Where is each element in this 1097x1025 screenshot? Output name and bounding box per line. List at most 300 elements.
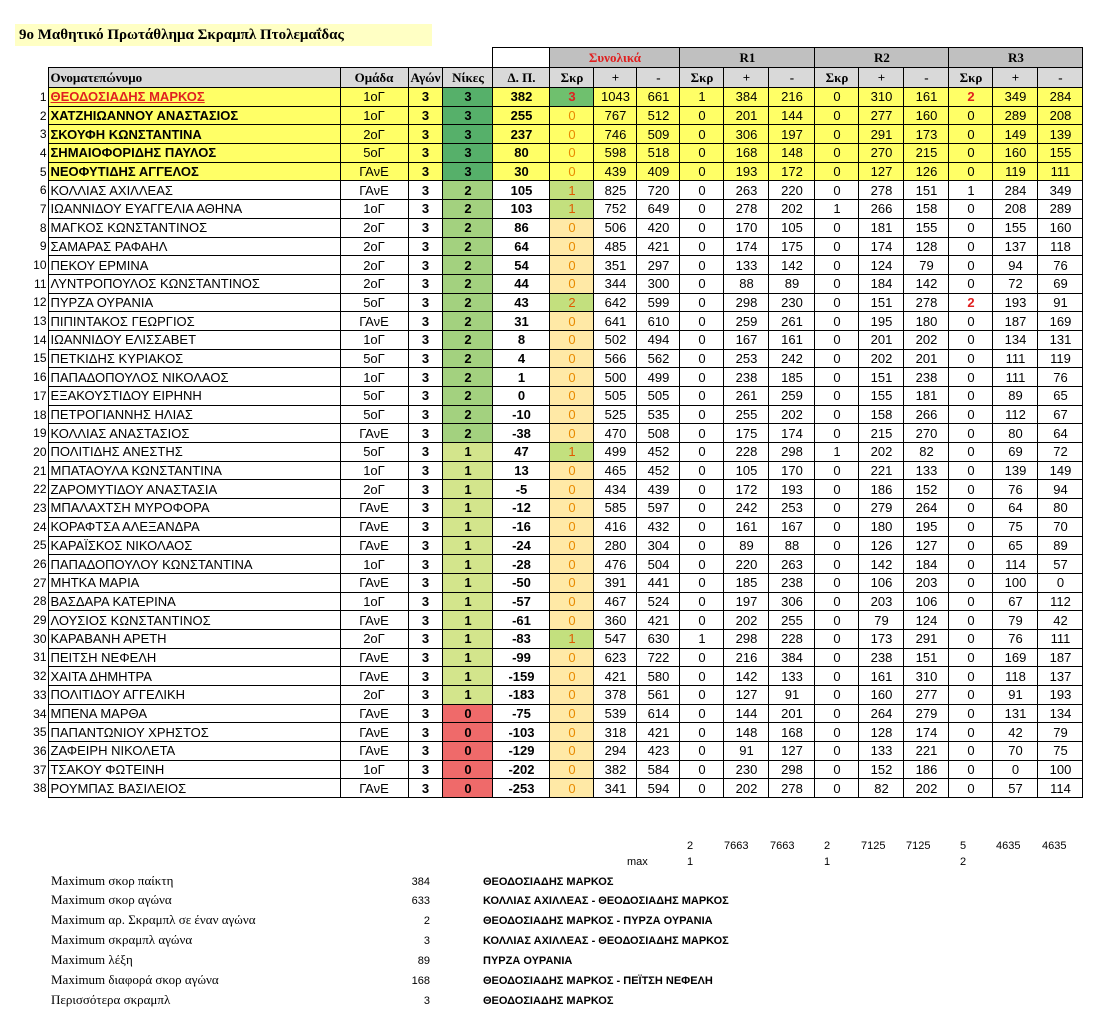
r1-plus-cell: 298 (724, 629, 769, 648)
r1-minus-cell: 202 (769, 405, 815, 424)
r3-plus-cell: 57 (993, 779, 1038, 798)
stat-label: Maximum λέξη (51, 952, 133, 967)
round-2-header: R2 (815, 48, 949, 68)
diff-cell: -129 (493, 742, 550, 761)
diff-cell: -75 (493, 704, 550, 723)
total-plus-cell: 341 (594, 779, 637, 798)
r2-scrabble-cell: 0 (815, 686, 859, 705)
total-plus-cell: 318 (594, 723, 637, 742)
r1-minus-cell: 133 (769, 667, 815, 686)
total-minus-cell: 508 (637, 424, 680, 443)
wins-cell: 2 (443, 256, 493, 275)
r1-plus-cell: 174 (724, 237, 769, 256)
diff-cell: -10 (493, 405, 550, 424)
games-cell: 3 (408, 387, 443, 406)
r2-total-scrabble: 2 (824, 840, 831, 852)
player-name: ΝΕΟΦΥΤΙΔΗΣ ΑΓΓΕΛΟΣ (48, 162, 340, 181)
stat-value: 384 (411, 876, 430, 888)
r2-minus-cell: 155 (904, 218, 949, 237)
r2-scrabble-cell: 1 (815, 443, 859, 462)
r1-minus-cell: 259 (769, 387, 815, 406)
table-row (15, 742, 1083, 761)
wins-cell: 1 (443, 461, 493, 480)
total-minus-cell: 614 (637, 704, 680, 723)
table-row (15, 592, 1083, 611)
total-minus-cell: 597 (637, 499, 680, 518)
r3-minus-cell: 79 (1038, 723, 1083, 742)
r1-scrabble-cell: 0 (680, 686, 724, 705)
r1-plus-cell: 91 (724, 742, 769, 761)
r1-scrabble-cell: 0 (680, 443, 724, 462)
r2-minus-cell: 106 (904, 592, 949, 611)
r3-scrabble-cell: 0 (949, 443, 993, 462)
r3-minus-cell: 137 (1038, 667, 1083, 686)
table-row (15, 312, 1083, 331)
games-cell: 3 (408, 723, 443, 742)
wins-cell: 1 (443, 499, 493, 518)
r1-scrabble-cell: 0 (680, 293, 724, 312)
team-cell: 1οΓ (340, 555, 408, 574)
rank-number: 9 (15, 237, 48, 256)
total-plus-cell: 642 (594, 293, 637, 312)
r3-scrabble-cell: 0 (949, 723, 993, 742)
r2-total-minus: 7125 (906, 840, 931, 852)
player-name: ΣΑΜΑΡΑΣ ΡΑΦΑΗΛ (48, 237, 340, 256)
r3-minus-cell: 187 (1038, 648, 1083, 667)
r1-minus-cell: 170 (769, 461, 815, 480)
r1-minus-cell: 242 (769, 349, 815, 368)
r1-plus-cell: 278 (724, 200, 769, 219)
round-1-header: R1 (680, 48, 815, 68)
r2-scrabble-header: Σκρ (815, 68, 859, 88)
games-cell: 3 (408, 312, 443, 331)
r1-minus-cell: 175 (769, 237, 815, 256)
table-row (15, 611, 1083, 630)
r3-scrabble-cell: 0 (949, 629, 993, 648)
r2-scrabble-cell: 0 (815, 779, 859, 798)
total-plus-cell: 439 (594, 162, 637, 181)
player-name: ΚΟΛΛΙΑΣ ΑΝΑΣΤΑΣΙΟΣ (48, 424, 340, 443)
wins-cell: 1 (443, 667, 493, 686)
rank-number: 4 (15, 144, 48, 163)
total-minus-cell: 420 (637, 218, 680, 237)
r3-minus-header: - (1038, 68, 1083, 88)
games-cell: 3 (408, 704, 443, 723)
r1-plus-cell: 259 (724, 312, 769, 331)
total-plus-cell: 641 (594, 312, 637, 331)
team-cell: 2οΓ (340, 256, 408, 275)
games-cell: 3 (408, 200, 443, 219)
table-row (15, 443, 1083, 462)
r3-scrabble-cell: 0 (949, 218, 993, 237)
rank-number: 17 (15, 387, 48, 406)
r2-plus-cell: 277 (859, 106, 904, 125)
total-plus-cell: 500 (594, 368, 637, 387)
r2-scrabble-cell: 0 (815, 555, 859, 574)
r3-scrabble-cell: 0 (949, 144, 993, 163)
r2-plus-cell: 181 (859, 218, 904, 237)
r2-plus-cell: 186 (859, 480, 904, 499)
total-scrabble-header: Σκρ (550, 68, 594, 88)
r2-minus-cell: 180 (904, 312, 949, 331)
r2-plus-cell: 127 (859, 162, 904, 181)
player-name: ΠΕΙΤΣΗ ΝΕΦΕΛΗ (48, 648, 340, 667)
player-name: ΣΚΟΥΦΗ ΚΩΝΣΤΑΝΤΙΝΑ (48, 125, 340, 144)
r1-plus-cell: 148 (724, 723, 769, 742)
r1-scrabble-cell: 0 (680, 274, 724, 293)
diff-cell: -50 (493, 573, 550, 592)
games-cell: 3 (408, 499, 443, 518)
r3-minus-cell: 57 (1038, 555, 1083, 574)
table-row (15, 293, 1083, 312)
r3-scrabble-cell: 0 (949, 686, 993, 705)
r3-scrabble-cell: 1 (949, 181, 993, 200)
team-cell: 5οΓ (340, 443, 408, 462)
team-cell: 1οΓ (340, 368, 408, 387)
r2-scrabble-cell: 0 (815, 88, 859, 107)
r3-max-scrabble: 2 (960, 856, 967, 868)
rank-number: 12 (15, 293, 48, 312)
total-scrabble-cell: 0 (550, 536, 594, 555)
r2-minus-cell: 82 (904, 443, 949, 462)
r2-scrabble-cell: 0 (815, 218, 859, 237)
r3-plus-cell: 100 (993, 573, 1038, 592)
team-cell: ΓΑνΕ (340, 499, 408, 518)
total-minus-cell: 421 (637, 723, 680, 742)
r1-plus-header: + (724, 68, 769, 88)
r2-minus-cell: 184 (904, 555, 949, 574)
r1-scrabble-cell: 1 (680, 629, 724, 648)
total-minus-cell: 610 (637, 312, 680, 331)
wins-cell: 2 (443, 330, 493, 349)
diff-cell: 43 (493, 293, 550, 312)
total-scrabble-cell: 3 (550, 88, 594, 107)
r2-plus-cell: 133 (859, 742, 904, 761)
diff-cell: 64 (493, 237, 550, 256)
r1-minus-cell: 197 (769, 125, 815, 144)
rank-number: 11 (15, 274, 48, 293)
r1-plus-cell: 238 (724, 368, 769, 387)
r1-plus-cell: 197 (724, 592, 769, 611)
games-cell: 3 (408, 218, 443, 237)
r1-minus-cell: 88 (769, 536, 815, 555)
r2-minus-cell: 160 (904, 106, 949, 125)
r3-minus-cell: 91 (1038, 293, 1083, 312)
total-plus-cell: 825 (594, 181, 637, 200)
player-name: ΜΗΤΚΑ ΜΑΡΙΑ (48, 573, 340, 592)
max-label: max (627, 856, 648, 868)
player-name: ΠΟΛΙΤΙΔΗΣ ΑΝΕΣΤΗΣ (48, 443, 340, 462)
stat-value: 89 (417, 955, 430, 967)
r1-scrabble-cell: 0 (680, 218, 724, 237)
r1-plus-cell: 228 (724, 443, 769, 462)
r3-minus-cell: 65 (1038, 387, 1083, 406)
total-scrabble-cell: 1 (550, 629, 594, 648)
r2-scrabble-cell: 0 (815, 144, 859, 163)
team-cell: ΓΑνΕ (340, 667, 408, 686)
r2-plus-cell: 152 (859, 760, 904, 779)
total-scrabble-cell: 1 (550, 200, 594, 219)
team-cell: 2οΓ (340, 218, 408, 237)
rank-number: 34 (15, 704, 48, 723)
r2-minus-cell: 277 (904, 686, 949, 705)
table-row (15, 218, 1083, 237)
r2-scrabble-cell: 0 (815, 274, 859, 293)
r1-total-scrabble: 2 (687, 840, 694, 852)
wins-cell: 2 (443, 237, 493, 256)
diff-cell: 103 (493, 200, 550, 219)
total-scrabble-cell: 0 (550, 125, 594, 144)
total-minus-cell: 630 (637, 629, 680, 648)
r1-minus-cell: 216 (769, 88, 815, 107)
table-row (15, 517, 1083, 536)
total-scrabble-cell: 0 (550, 760, 594, 779)
r1-plus-cell: 230 (724, 760, 769, 779)
team-cell: ΓΑνΕ (340, 723, 408, 742)
total-minus-cell: 297 (637, 256, 680, 275)
total-plus-cell: 746 (594, 125, 637, 144)
r1-scrabble-cell: 0 (680, 667, 724, 686)
r1-plus-cell: 242 (724, 499, 769, 518)
player-name: ΠΕΤΚΙΔΗΣ ΚΥΡΙΑΚΟΣ (48, 349, 340, 368)
r1-scrabble-cell: 0 (680, 312, 724, 331)
total-scrabble-cell: 0 (550, 723, 594, 742)
rank-number: 6 (15, 181, 48, 200)
r2-scrabble-cell: 0 (815, 405, 859, 424)
r2-plus-cell: 126 (859, 536, 904, 555)
diff-cell: -83 (493, 629, 550, 648)
team-cell: 2οΓ (340, 125, 408, 144)
r2-minus-cell: 186 (904, 760, 949, 779)
r3-plus-cell: 64 (993, 499, 1038, 518)
wins-cell: 1 (443, 686, 493, 705)
total-minus-cell: 494 (637, 330, 680, 349)
total-scrabble-cell: 0 (550, 349, 594, 368)
r3-scrabble-cell: 0 (949, 536, 993, 555)
r2-scrabble-cell: 0 (815, 237, 859, 256)
r3-plus-cell: 118 (993, 667, 1038, 686)
r3-scrabble-cell: 0 (949, 742, 993, 761)
games-header: Αγών (408, 68, 443, 88)
games-cell: 3 (408, 162, 443, 181)
player-name: ΚΑΡΑΪΣΚΟΣ ΝΙΚΟΛΑΟΣ (48, 536, 340, 555)
r1-scrabble-cell: 0 (680, 723, 724, 742)
r1-minus-cell: 298 (769, 760, 815, 779)
total-scrabble-cell: 0 (550, 648, 594, 667)
total-scrabble-cell: 0 (550, 162, 594, 181)
team-cell: ΓΑνΕ (340, 181, 408, 200)
r3-total-minus: 4635 (1042, 840, 1067, 852)
r2-minus-cell: 266 (904, 405, 949, 424)
r3-plus-cell: 111 (993, 349, 1038, 368)
r1-scrabble-cell: 0 (680, 611, 724, 630)
r1-scrabble-cell: 0 (680, 536, 724, 555)
table-row (15, 499, 1083, 518)
rank-number: 18 (15, 405, 48, 424)
r3-plus-cell: 94 (993, 256, 1038, 275)
games-cell: 3 (408, 237, 443, 256)
r1-scrabble-cell: 0 (680, 330, 724, 349)
diff-cell: 105 (493, 181, 550, 200)
wins-cell: 3 (443, 144, 493, 163)
r3-plus-cell: 187 (993, 312, 1038, 331)
r1-minus-cell: 298 (769, 443, 815, 462)
player-name: ΠΑΠΑΔΟΠΟΥΛΟΣ ΝΙΚΟΛΑΟΣ (48, 368, 340, 387)
team-cell: 2οΓ (340, 629, 408, 648)
wins-header: Νίκες (443, 68, 493, 88)
team-cell: 1οΓ (340, 760, 408, 779)
r2-plus-cell: 184 (859, 274, 904, 293)
r2-plus-cell: 270 (859, 144, 904, 163)
total-minus-cell: 524 (637, 592, 680, 611)
total-minus-cell: 661 (637, 88, 680, 107)
totals-group-header: Συνολικά (550, 48, 680, 68)
team-cell: 2οΓ (340, 237, 408, 256)
stat-label: Maximum διαφορά σκορ αγώνα (51, 972, 219, 987)
games-cell: 3 (408, 274, 443, 293)
rank-number: 15 (15, 349, 48, 368)
total-minus-cell: 562 (637, 349, 680, 368)
diff-cell: 237 (493, 125, 550, 144)
total-plus-cell: 476 (594, 555, 637, 574)
r3-minus-cell: 75 (1038, 742, 1083, 761)
rank-number: 10 (15, 256, 48, 275)
stat-value: 633 (411, 895, 430, 907)
wins-cell: 0 (443, 760, 493, 779)
total-minus-cell: 421 (637, 611, 680, 630)
r3-minus-cell: 42 (1038, 611, 1083, 630)
r3-minus-cell: 80 (1038, 499, 1083, 518)
header-blank-cell (493, 48, 550, 68)
r2-scrabble-cell: 0 (815, 611, 859, 630)
wins-cell: 2 (443, 368, 493, 387)
r2-plus-cell: 155 (859, 387, 904, 406)
diff-cell: 86 (493, 218, 550, 237)
r2-plus-cell: 79 (859, 611, 904, 630)
player-name: ΚΑΡΑΒΑΝΗ ΑΡΕΤΗ (48, 629, 340, 648)
r2-scrabble-cell: 0 (815, 106, 859, 125)
rank-number: 36 (15, 742, 48, 761)
r2-minus-cell: 310 (904, 667, 949, 686)
r3-plus-header: + (993, 68, 1038, 88)
r3-plus-cell: 75 (993, 517, 1038, 536)
r1-scrabble-cell: 0 (680, 181, 724, 200)
table-row (15, 779, 1083, 798)
total-scrabble-cell: 2 (550, 293, 594, 312)
r3-plus-cell: 169 (993, 648, 1038, 667)
rank-number: 5 (15, 162, 48, 181)
total-plus-cell: 539 (594, 704, 637, 723)
r1-plus-cell: 168 (724, 144, 769, 163)
total-minus-cell: 535 (637, 405, 680, 424)
team-cell: ΓΑνΕ (340, 517, 408, 536)
player-name: ΖΑΦΕΙΡΗ ΝΙΚΟΛΕΤΑ (48, 742, 340, 761)
r3-minus-cell: 119 (1038, 349, 1083, 368)
total-minus-cell: 561 (637, 686, 680, 705)
r2-scrabble-cell: 0 (815, 629, 859, 648)
wins-cell: 0 (443, 704, 493, 723)
rank-number: 23 (15, 499, 48, 518)
r1-minus-cell: 238 (769, 573, 815, 592)
r3-minus-cell: 193 (1038, 686, 1083, 705)
games-cell: 3 (408, 536, 443, 555)
team-cell: 1οΓ (340, 461, 408, 480)
games-cell: 3 (408, 443, 443, 462)
r2-scrabble-cell: 0 (815, 480, 859, 499)
total-plus-cell: 294 (594, 742, 637, 761)
team-cell: ΓΑνΕ (340, 573, 408, 592)
diff-cell: -38 (493, 424, 550, 443)
total-scrabble-cell: 0 (550, 480, 594, 499)
table-row (15, 424, 1083, 443)
r1-plus-cell: 144 (724, 704, 769, 723)
total-scrabble-cell: 0 (550, 704, 594, 723)
r2-minus-cell: 133 (904, 461, 949, 480)
wins-cell: 2 (443, 405, 493, 424)
r3-plus-cell: 160 (993, 144, 1038, 163)
r3-minus-cell: 94 (1038, 480, 1083, 499)
team-cell: ΓΑνΕ (340, 648, 408, 667)
rank-number: 26 (15, 555, 48, 574)
r3-plus-cell: 72 (993, 274, 1038, 293)
r3-scrabble-cell: 0 (949, 349, 993, 368)
r3-scrabble-cell: 0 (949, 667, 993, 686)
wins-cell: 2 (443, 312, 493, 331)
r2-plus-cell: 264 (859, 704, 904, 723)
team-cell: 5οΓ (340, 405, 408, 424)
total-scrabble-cell: 0 (550, 274, 594, 293)
diff-cell: -183 (493, 686, 550, 705)
r3-scrabble-cell: 0 (949, 405, 993, 424)
total-minus-cell: 599 (637, 293, 680, 312)
r1-minus-cell: 161 (769, 330, 815, 349)
header-row-groups (15, 48, 1083, 68)
r2-minus-cell: 173 (904, 125, 949, 144)
diff-cell: -16 (493, 517, 550, 536)
r3-scrabble-cell: 0 (949, 162, 993, 181)
total-plus-cell: 585 (594, 499, 637, 518)
r3-plus-cell: 284 (993, 181, 1038, 200)
r2-minus-cell: 202 (904, 779, 949, 798)
r3-minus-cell: 134 (1038, 704, 1083, 723)
r2-scrabble-cell: 0 (815, 573, 859, 592)
r1-total-plus: 7663 (724, 840, 749, 852)
r2-scrabble-cell: 0 (815, 592, 859, 611)
stat-names: ΘΕΟΔΟΣΙΑΔΗΣ ΜΑΡΚΟΣ - ΠΥΡΖΑ ΟΥΡΑΝΙΑ (483, 915, 713, 927)
r3-scrabble-cell: 0 (949, 312, 993, 331)
r2-plus-header: + (859, 68, 904, 88)
r1-plus-cell: 306 (724, 125, 769, 144)
table-row (15, 330, 1083, 349)
r1-scrabble-cell: 0 (680, 237, 724, 256)
table-row (15, 723, 1083, 742)
player-name: ΛΥΝΤΡΟΠΟΥΛΟΣ ΚΩΝΣΤΑΝΤΙΝΟΣ (48, 274, 340, 293)
rank-number: 14 (15, 330, 48, 349)
total-plus-cell: 378 (594, 686, 637, 705)
r2-plus-cell: 291 (859, 125, 904, 144)
r3-plus-cell: 111 (993, 368, 1038, 387)
total-minus-cell: 304 (637, 536, 680, 555)
stat-label: Maximum σκορ παίκτη (51, 873, 174, 888)
r2-plus-cell: 238 (859, 648, 904, 667)
games-cell: 3 (408, 555, 443, 574)
standings-table (15, 47, 1083, 798)
total-scrabble-cell: 0 (550, 592, 594, 611)
r3-minus-cell: 0 (1038, 573, 1083, 592)
r1-minus-cell: 91 (769, 686, 815, 705)
total-plus-cell: 506 (594, 218, 637, 237)
table-row (15, 162, 1083, 181)
